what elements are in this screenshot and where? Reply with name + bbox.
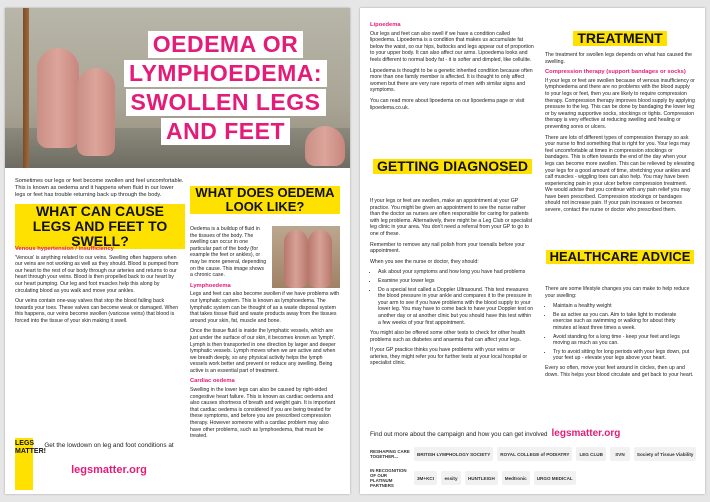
list-item: • Examine your lower legs	[378, 278, 535, 285]
what-paragraph: Oedema is a buildup of fluid in the tissues of the body. The swelling can occur in one particular part of the body (for example the feet or ankles), or may be more general, depending on the cause. This image shows a chronic case.	[190, 226, 267, 279]
cause-column	[15, 246, 180, 329]
diagnosed-column	[370, 198, 535, 371]
partner-logo: 3M+KCI	[414, 471, 437, 485]
partner-logo: SVN	[610, 447, 630, 461]
health-list	[553, 303, 695, 362]
partner-logos	[370, 444, 700, 490]
diagnosed-list	[378, 269, 535, 326]
hero-title-line: AND FEET	[161, 118, 290, 145]
hero-title-line: LYMPHOEDEMA:	[124, 60, 327, 87]
lipoedema-subhead: Lipoedema	[370, 22, 401, 28]
what-heading	[190, 186, 340, 216]
left-page	[5, 8, 350, 494]
diagnosed-paragraph: You might also be offered some other tests to check for other health problems such as diabetes and anaemia that can affect your legs.	[370, 330, 526, 343]
logo-row-label: RESHAPING CARE TOGETHER...	[370, 449, 410, 459]
photo-leg	[308, 230, 332, 288]
footer-line	[370, 428, 700, 439]
diagnosed-paragraph: When you see the nurse or doctor, they should:	[370, 258, 479, 265]
cause-paragraph: Our veins contain one-way valves that stop the blood falling back towards your toes. These valves can become weak or damaged. When this happens, our veins become swollen (varicose veins) that blood is forced into the tissue of your skin making it swell.	[15, 298, 179, 324]
what-paragraph: Once the tissue fluid is inside the lymphatic vessels, which are just under the surface of our skin, it becomes known as 'lymph'. Lymph is then transported in one direction by larger and deeper lymphatic vessels. Lymph moves when we are active and when we breath deeply, so any physical activity helps the lymph vessels work better and prevent or reduce any swelling. Being active is an essential part of treatment.	[190, 328, 336, 374]
what-column	[190, 226, 340, 444]
logo-row	[370, 468, 700, 488]
cause-heading	[15, 204, 185, 251]
treatment-paragraph: If your legs or feet are swollen because of venous insufficiency or lymphoedema and there are no problems with the blood supply to your legs or feet, then you are likely to require compression therapy. Compression therapy improves blood supply by applying pressure to the leg. This can be done by bandaging the lower leg or by wearing supportive socks, stockings or tights. Compression therapy is very effective at reducing swelling and healing or preventing sores or ulcers.	[545, 77, 695, 130]
partner-logo: HUNTLEIGH	[465, 471, 498, 485]
health-paragraph: Every so often, move your feet around in circles, then up and down. This helps your blood circulate and get back to your heart.	[545, 364, 694, 378]
walking-cane	[23, 8, 29, 168]
health-heading-text: HEALTHCARE ADVICE	[546, 250, 695, 264]
list-item: • Be as active as you can. Aim to take light to moderate exercise such as swimming or walking for about thirty minutes at least three times a week.	[553, 312, 695, 332]
partner-logo: URGO MEDICAL	[534, 471, 576, 485]
logo-row-label: IN RECOGNITION OF OUR PLATINUM PARTNERS	[370, 468, 407, 488]
hero-title-line: SWOLLEN LEGS	[126, 89, 326, 116]
oedema-photo	[272, 226, 340, 288]
list-item: • Avoid standing for a long time - keep your feet and legs moving as much as you can.	[553, 334, 695, 347]
lipoedema-paragraph: Our legs and feet can also swell if we have a condition called lipoedema. Lipoedema is a condition that makes us accumulate fat below the waist, so our hips, buttocks and legs appear out of proportion to your upper body. It can also affect our arms. Lipoedema looks and feels different to normal body fat - it is softer and dimpled, like cellulite.	[370, 30, 534, 63]
diagnosed-heading-text: GETTING DIAGNOSED	[373, 159, 532, 174]
footer-url-link[interactable]: legsmatter.org	[551, 428, 621, 439]
hero-title-line: OEDEMA OR	[148, 31, 304, 58]
diagnosed-paragraph: Remember to remove any nail polish from your toenails before your appointment.	[370, 241, 525, 255]
partner-logo: ROYAL COLLEGE of PODIATRY	[497, 447, 572, 461]
legs-matter-bar: LEGS MATTER!	[15, 438, 33, 490]
promo-text: Get the lowdown on leg and foot conditions at	[44, 442, 174, 449]
logo-row	[370, 444, 700, 464]
footer-text: Find out more about the campaign and how you can get involved	[370, 431, 548, 438]
lymphoedema-subhead: Lymphoedema	[190, 282, 231, 289]
leg-left	[37, 48, 79, 148]
leg-right	[77, 68, 115, 156]
treatment-column	[545, 52, 695, 218]
lipoedema-column	[370, 22, 535, 115]
partner-logo: BRITISH LYMPHOLOGY SOCIETY	[414, 447, 493, 461]
cause-paragraph: 'Venous' is anything related to our veins. Swelling often happens when our veins are not working as well as they should. Blood is pumped from our heart to the rest of our body through our arteries and returns to our heart through your veins. Blood is then propelled back to our heart by our heart pumping. Our leg and foot muscles help this along by circulating blood as you walk and move your ankles.	[15, 254, 179, 294]
hero-title	[123, 30, 328, 146]
intro-text: Sometimes our legs or feet become swollen and feel uncomfortable. This is known as oedema and it happens when fluid in our lower legs or feet has trouble returning back up through the body.	[15, 178, 184, 199]
diagnosed-heading	[370, 158, 535, 176]
health-paragraph: There are some lifestyle changes you can make to help reduce your swelling:	[545, 286, 690, 299]
compression-subhead: Compression therapy (support bandages or socks)	[545, 69, 686, 76]
hero-image	[5, 8, 350, 168]
right-page	[360, 8, 705, 494]
treatment-heading	[545, 30, 695, 48]
venous-subhead: Venous hypertension / insufficiency	[15, 246, 114, 252]
promo-box	[15, 438, 180, 490]
partner-logo: Medtronic	[502, 471, 530, 485]
lipoedema-paragraph: Lipoedema is thought to be a genetic inherited condition because often more than one family member is affected. It is thought to only affect women but there are very rare reports of men with similar signs and symptoms.	[370, 67, 533, 94]
what-paragraph: Legs and feet can also become swollen if we have problems with our lymphatic system. This is known as lymphoedema. The lymphatic system can be thought of as a waste disposal system that takes tissue fluid and waste products away from the tissues around your skin, fat, muscle and bone.	[190, 291, 340, 324]
diagnosed-paragraph: If your GP practice thinks you have problems with your veins or arteries, they might refer you for further tests at your local hospital or specialist clinic.	[370, 347, 528, 367]
list-item: • Do a special test called a Doppler Ultrasound. This test measures the blood pressure in your ankle and compares it to the pressure in your arm to see if you have problems with the blood supply to your lower leg. You may have to come back to have your Doppler test on another day or at another clinic but you should have this test within a few weeks of your first appointment.	[378, 287, 535, 327]
lipoedema-paragraph: You can read more about lipoedema on our lipoedema page or visit lipoedema.co.uk.	[370, 97, 525, 111]
treatment-paragraph: There are lots of different types of compression therapy so ask your nurse to find something that is right for you. Your legs may feel uncomfortable at times in compression stockings or bandages. This is often towards the end of the day when your legs can become more swollen. This can be relieved by elevating your legs for a good amount of time, stretching your ankles and calf muscles - wiggling toes can also help. You may have been experiencing pain in your ulcer before compression treatment. We would advise that you continue with any pain relief you may have been prescribed. Compression stockings or bandages should not increase pain. If your pain increases or becomes severe, contact the nurse or doctor who prescribed them.	[545, 134, 695, 214]
partner-logo: essity	[441, 471, 461, 485]
health-heading	[545, 248, 695, 266]
diagnosed-paragraph: If your legs or feet are swollen, make an appointment at your GP practice. You might be given an appointment to see the nurse rather than the doctor as nurses are often responsible for caring for patients with leg problems. Alternatively, there might be a Leg Club or specialist leg clinic in your area. You don't need a referral from your GP to go to one of these.	[370, 198, 533, 237]
treatment-paragraph: The treatment for swollen legs depends on what has caused the swelling.	[545, 52, 693, 65]
partner-logo: Society of Tissue Viability	[634, 447, 697, 461]
what-paragraph: Swelling in the lower legs can also be caused by right-sided congestive heart failure. This is known as cardiac oedema and also causes shortness of breath and weight gain. It is important that cardiac oedema is considered if you are being treated for these symptoms, and before you are prescribed compression therapy. However someone with a cardiac problem may also have other problems, such as lymphoedema, that must be treated.	[190, 387, 336, 440]
cause-heading-text: WHAT CAN CAUSE LEGS AND FEET TO SWELL?	[15, 204, 185, 249]
treatment-heading-text: TREATMENT	[573, 31, 666, 46]
list-item: • Ask about your symptoms and how long you have had problems	[378, 269, 535, 276]
list-item: • Try to avoid sitting for long periods with your legs down, put your feet up - elevate your legs above your heart.	[553, 349, 695, 362]
partner-logo: LEG CLUB	[576, 447, 605, 461]
promo-url-link[interactable]: legsmatter.org	[71, 464, 147, 476]
health-column	[545, 286, 695, 382]
cardiac-subhead: Cardiac oedema	[190, 378, 235, 385]
photo-leg	[284, 230, 308, 288]
what-heading-text: WHAT DOES OEDEMA LOOK LIKE?	[190, 186, 340, 214]
list-item: • Maintain a healthy weight	[553, 303, 695, 310]
